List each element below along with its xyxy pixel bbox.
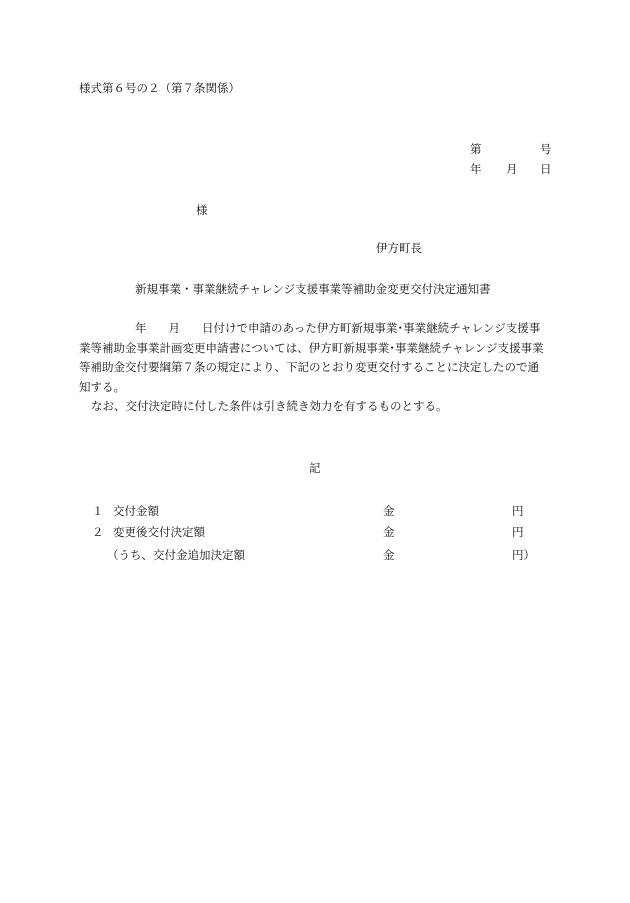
item-kin: 金 [383, 504, 395, 518]
body-line-2: 業等補助金事業計画変更申請書については、伊方町新規事業･事業継続チャレンジ支援事業 [79, 340, 544, 355]
form-number: 様式第６号の２（第７条関係） [79, 81, 240, 95]
item-label: 変更後交付決定額 [113, 525, 205, 539]
amount-row-additional [0, 547, 630, 561]
item-yen: 円 [512, 504, 524, 518]
document-title: 新規事業・事業継続チャレンジ支援事業等補助金変更交付決定通知書 [135, 282, 491, 296]
amount-row-grant [0, 503, 630, 517]
item-yen: 円） [512, 548, 535, 562]
body-year: 年 [135, 321, 147, 335]
item-label: （うち、交付金追加決定額 [107, 548, 245, 562]
item-kin: 金 [383, 525, 395, 539]
item-number: １ [92, 504, 104, 518]
item-number: ２ [92, 525, 104, 539]
sender-name: 伊方町長 [376, 241, 422, 255]
body-line-4: 知する。 [79, 379, 125, 394]
addressee-honorific: 様 [196, 203, 208, 217]
ki-heading: 記 [309, 461, 321, 475]
date-day: 日 [540, 162, 552, 176]
body-line-3: 等補助金交付要綱第７条の規定により、下記のとおり変更交付することに決定したので通 [79, 360, 539, 374]
date-month: 月 [506, 162, 518, 176]
body-line-1-text: 日付けで申請のあった伊方町新規事業･事業継続チャレンジ支援事 [202, 321, 541, 335]
body-line-5: なお、交付決定時に付した条件は引き続き効力を有するものとする。 [91, 399, 448, 413]
item-yen: 円 [512, 525, 524, 539]
notice-body [79, 319, 557, 417]
date-year: 年 [470, 162, 482, 176]
item-kin: 金 [383, 548, 395, 562]
body-line-1 [79, 319, 557, 339]
document-number-label: 第 [470, 142, 482, 156]
body-month: 月 [168, 321, 180, 335]
item-label: 交付金額 [113, 504, 159, 518]
amount-row-revised [0, 524, 630, 538]
document-number-suffix: 号 [540, 142, 552, 156]
